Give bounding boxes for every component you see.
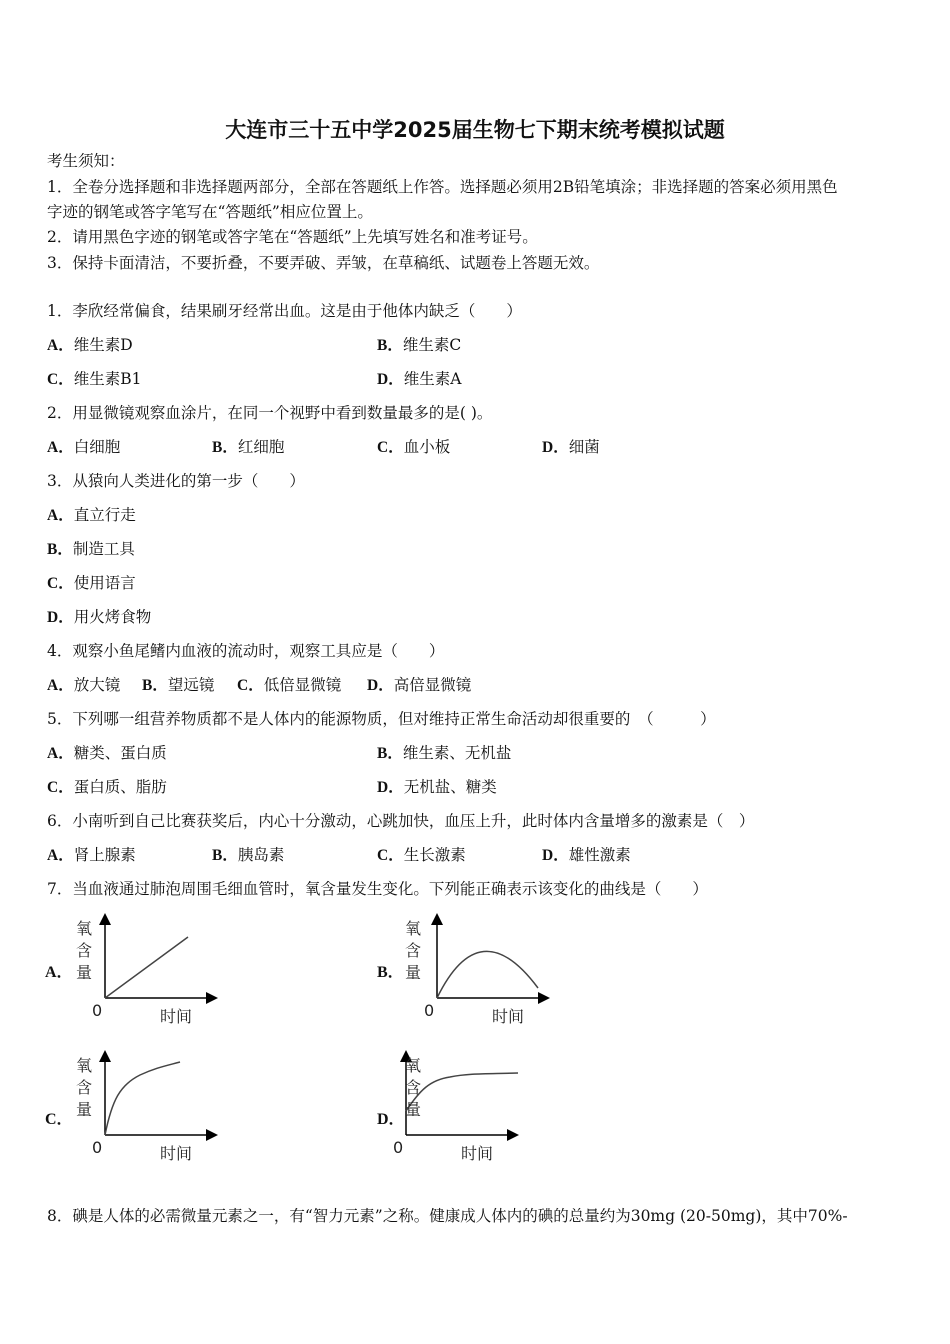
y-axis-label: 量	[76, 963, 93, 982]
question-stem: 4．观察小鱼尾鳍内血液的流动时，观察工具应是（ ）	[47, 642, 445, 660]
option-text: 维生素、无机盐	[402, 744, 512, 762]
option-text: 胰岛素	[237, 846, 285, 864]
option-letter: C．	[47, 371, 74, 388]
option	[237, 675, 341, 696]
option	[47, 777, 167, 798]
option-text: 生长激素	[403, 846, 466, 864]
option	[47, 539, 135, 560]
option	[377, 335, 461, 356]
oxygen-curve	[437, 951, 538, 998]
option	[212, 437, 284, 458]
option-letter: B．	[377, 337, 403, 354]
option	[142, 675, 214, 696]
option-text: 血小板	[403, 438, 451, 456]
option-letter: C．	[377, 439, 404, 456]
oxygen-curve	[105, 937, 188, 998]
option	[47, 369, 141, 390]
page-title: 大连市三十五中学2025届生物七下期末统考模拟试题	[225, 118, 725, 142]
option-letter: C．	[237, 677, 264, 694]
q7-graphs	[0, 900, 950, 1180]
origin-label: 0	[92, 1138, 103, 1157]
option-letter: C．	[377, 847, 404, 864]
option	[47, 675, 120, 696]
option-text: 制造工具	[72, 540, 135, 558]
option-text: 放大镜	[73, 676, 121, 694]
y-axis-label: 氧	[405, 919, 422, 938]
option	[377, 437, 450, 458]
option	[367, 675, 471, 696]
option	[47, 437, 120, 458]
option-letter: B．	[142, 677, 168, 694]
y-axis-label: 含	[405, 1078, 422, 1097]
question-stem: 6．小南听到自己比赛获奖后，内心十分激动，心跳加快，血压上升，此时体内含量增多的激素是（ ）	[47, 812, 755, 830]
option	[47, 845, 136, 866]
y-axis-label: 含	[76, 1078, 93, 1097]
question-stem: 3．从猿向人类进化的第一步（ ）	[47, 472, 305, 490]
x-axis-label: 时间	[160, 1007, 193, 1026]
y-axis-label: 氧	[76, 919, 93, 938]
y-axis-label: 量	[76, 1100, 93, 1119]
option-text: 用火烤食物	[73, 608, 152, 626]
y-axis-label: 氧	[76, 1056, 93, 1075]
graph-option-label: B．	[377, 964, 404, 981]
y-axis-label: 含	[76, 941, 93, 960]
option	[47, 607, 151, 628]
option-letter: A．	[47, 847, 74, 864]
option-text: 肾上腺素	[73, 846, 136, 864]
oxygen-curve	[406, 1073, 518, 1111]
x-axis-label: 时间	[492, 1007, 525, 1026]
question-stem: 5．下列哪一组营养物质都不是人体内的能源物质，但对维持正常生命活动却很重要的 （ ）	[47, 710, 716, 728]
option	[377, 845, 466, 866]
option-text: 低倍显微镜	[263, 676, 342, 694]
option-letter: B．	[212, 439, 238, 456]
option-letter: C．	[47, 575, 74, 592]
option	[47, 335, 133, 356]
option-text: 维生素B1	[73, 370, 142, 388]
option-text: 高倍显微镜	[393, 676, 472, 694]
origin-label: 0	[92, 1001, 103, 1020]
question-stem: 1．李欣经常偏食，结果刷牙经常出血。这是由于他体内缺乏（ ）	[47, 302, 522, 320]
option	[377, 777, 497, 798]
option-letter: B．	[212, 847, 238, 864]
x-axis-label: 时间	[461, 1144, 494, 1163]
option-letter: D．	[377, 779, 404, 796]
option-letter: D．	[542, 439, 569, 456]
notice-heading: 考生须知：	[47, 152, 125, 170]
oxygen-curve	[105, 1062, 180, 1135]
question-stem: 8．碘是人体的必需微量元素之一，有“智力元素”之称。健康成人体内的碘的总量约为30mg (20-50mg)，其中70%-	[47, 1207, 848, 1225]
option	[47, 743, 167, 764]
origin-label: 0	[393, 1138, 404, 1157]
option-letter: A．	[47, 507, 74, 524]
notice-item: 3．保持卡面清洁，不要折叠，不要弄破、弄皱，在草稿纸、试题卷上答题无效。	[47, 254, 600, 272]
question-stem: 7．当血液通过肺泡周围毛细血管时，氧含量发生变化。下列能正确表示该变化的曲线是（ ）	[47, 880, 708, 898]
option-text: 使用语言	[73, 574, 136, 592]
option-text: 红细胞	[237, 438, 285, 456]
option-letter: D．	[367, 677, 394, 694]
option	[542, 845, 631, 866]
option-letter: D．	[47, 609, 74, 626]
y-axis-label: 量	[405, 963, 422, 982]
question-stem: 2．用显微镜观察血涂片，在同一个视野中看到数量最多的是( )。	[47, 404, 493, 422]
option	[377, 743, 511, 764]
option-text: 蛋白质、脂肪	[73, 778, 167, 796]
y-axis-label: 量	[405, 1100, 422, 1119]
graph-option-label: D．	[377, 1111, 405, 1128]
option-letter: A．	[47, 337, 74, 354]
notice-item: 字迹的钢笔或答字笔写在“答题纸”相应位置上。	[47, 203, 373, 221]
x-axis-label: 时间	[160, 1144, 193, 1163]
option-text: 无机盐、糖类	[403, 778, 497, 796]
option-text: 白细胞	[73, 438, 121, 456]
y-axis-label: 含	[405, 941, 422, 960]
notice-item: 2．请用黑色字迹的钢笔或答字笔在“答题纸”上先填写姓名和准考证号。	[47, 228, 538, 246]
graph-option-label: C．	[45, 1111, 73, 1128]
y-axis-label: 氧	[405, 1056, 422, 1075]
option-text: 望远镜	[167, 676, 215, 694]
option-text: 糖类、蛋白质	[73, 744, 167, 762]
option	[47, 505, 136, 526]
option	[542, 437, 600, 458]
option-letter: B．	[47, 541, 73, 558]
option-letter: A．	[47, 677, 74, 694]
option-letter: D．	[542, 847, 569, 864]
option-letter: A．	[47, 745, 74, 762]
option-text: 维生素D	[73, 336, 133, 354]
option-text: 雄性激素	[568, 846, 631, 864]
graph-option-label: A．	[45, 964, 73, 981]
option-letter: C．	[47, 779, 74, 796]
option-text: 维生素C	[402, 336, 462, 354]
origin-label: 0	[424, 1001, 435, 1020]
option	[47, 573, 136, 594]
option-text: 细菌	[568, 438, 600, 456]
option-letter: D．	[377, 371, 404, 388]
option-text: 维生素A	[403, 370, 462, 388]
option	[212, 845, 284, 866]
notice-item: 1．全卷分选择题和非选择题两部分，全部在答题纸上作答。选择题必须用2B铅笔填涂；非选择题的答案必须用黑色	[47, 178, 838, 196]
option-letter: A．	[47, 439, 74, 456]
option-text: 直立行走	[73, 506, 136, 524]
option-letter: B．	[377, 745, 403, 762]
option	[377, 369, 461, 390]
